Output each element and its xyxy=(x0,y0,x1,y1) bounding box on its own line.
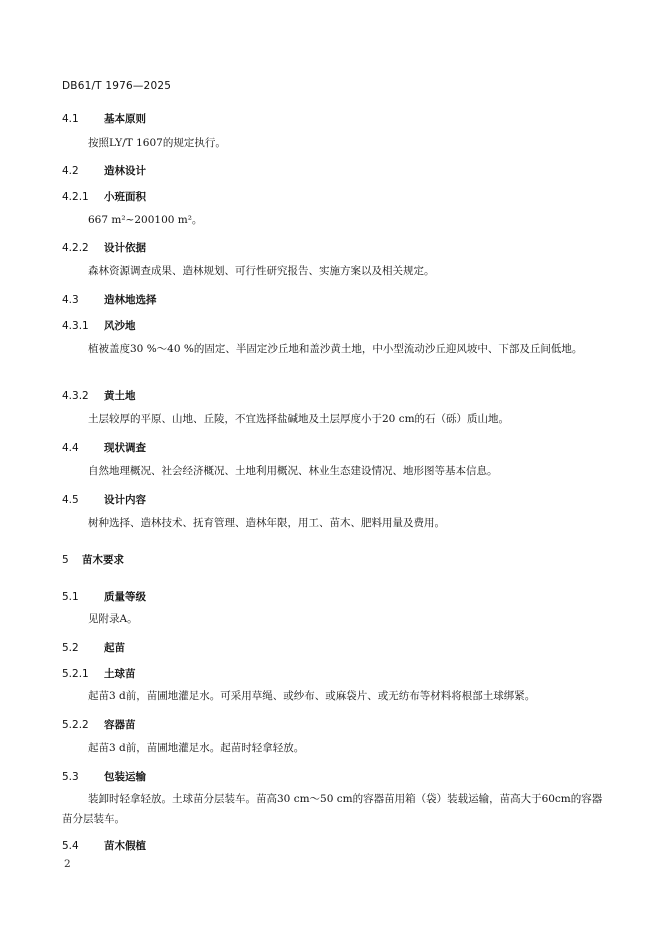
paragraph: 起苗3 d前，苗圃地灌足水。起苗时轻拿轻放。 xyxy=(88,742,305,754)
section-heading xyxy=(62,492,146,507)
section-title: 小班面积 xyxy=(104,191,146,203)
section-number: 4.1 xyxy=(62,113,79,125)
paragraph: 植被盖度30 %～40 %的固定、半固定沙丘地和盖沙黄土地，中小型流动沙丘迎风坡中、下部及丘间低地。 xyxy=(88,343,583,355)
paragraph: 667 m²~200100 m²。 xyxy=(88,214,203,226)
paragraph: 见附录A。 xyxy=(88,613,138,625)
section-title: 包装运输 xyxy=(104,771,146,783)
section-number: 5.2.2 xyxy=(62,719,89,731)
section-heading xyxy=(62,717,136,732)
section-heading xyxy=(62,240,146,255)
section-title: 现状调查 xyxy=(104,442,146,454)
section-heading xyxy=(62,292,157,307)
section-heading xyxy=(62,318,136,333)
chapter-title: 苗木要求 xyxy=(82,554,124,566)
section-title: 造林设计 xyxy=(104,165,146,177)
section-title: 质量等级 xyxy=(104,591,146,603)
paragraph: 起苗3 d前，苗圃地灌足水。可采用草绳、或纱布、或麻袋片、或无纺布等材料将根部土球绑紧。 xyxy=(88,690,536,702)
section-heading xyxy=(62,163,146,178)
section-number: 5.2.1 xyxy=(62,668,89,680)
section-title: 风沙地 xyxy=(104,320,136,332)
section-title: 造林地选择 xyxy=(104,294,157,306)
paragraph: 装卸时轻拿轻放。土球苗分层装车。苗高30 cm～50 cm的容器苗用箱（袋）装载运输，苗高大于60cm的容器苗分层装车。 xyxy=(62,793,603,825)
section-title: 设计依据 xyxy=(104,242,146,254)
section-title: 设计内容 xyxy=(104,494,146,506)
paragraph: 树种选择、造林技术、抚育管理、造林年限，用工、苗木、肥料用量及费用。 xyxy=(88,517,445,529)
section-heading xyxy=(62,111,146,126)
section-title: 苗木假植 xyxy=(104,840,146,852)
document-code: DB61/T 1976—2025 xyxy=(62,80,172,92)
section-heading xyxy=(62,640,125,655)
section-number: 4.3.2 xyxy=(62,390,89,402)
section-number: 5.3 xyxy=(62,771,79,783)
section-number: 5.2 xyxy=(62,642,79,654)
section-heading xyxy=(62,589,146,604)
chapter-heading xyxy=(62,552,124,567)
section-number: 4.2 xyxy=(62,165,79,177)
section-heading xyxy=(62,189,146,204)
section-number: 4.2.2 xyxy=(62,242,89,254)
section-heading xyxy=(62,388,136,403)
section-title: 黄土地 xyxy=(104,390,136,402)
section-number: 4.5 xyxy=(62,494,79,506)
paragraph: 按照LY/T 1607的规定执行。 xyxy=(88,137,226,149)
section-heading xyxy=(62,838,146,853)
paragraph: 土层较厚的平原、山地、丘陵，不宜选择盐碱地及土层厚度小于20 cm的石（砾）质山地。 xyxy=(88,413,510,425)
section-number: 4.4 xyxy=(62,442,79,454)
section-title: 起苗 xyxy=(104,642,125,654)
section-heading xyxy=(62,440,146,455)
section-title: 土球苗 xyxy=(104,668,136,680)
section-number: 5.4 xyxy=(62,840,79,852)
paragraph: 自然地理概况、社会经济概况、土地利用概况、林业生态建设情况、地形图等基本信息。 xyxy=(88,465,498,477)
section-number: 4.3 xyxy=(62,294,79,306)
section-heading xyxy=(62,769,146,784)
paragraph: 森林资源调查成果、造林规划、可行性研究报告、实施方案以及相关规定。 xyxy=(88,265,435,277)
section-title: 基本原则 xyxy=(104,113,146,125)
section-number: 5.1 xyxy=(62,591,79,603)
section-heading xyxy=(62,666,136,681)
section-number: 4.2.1 xyxy=(62,191,89,203)
chapter-number: 5 xyxy=(62,554,69,566)
page-number: 2 xyxy=(64,858,71,870)
section-number: 4.3.1 xyxy=(62,320,89,332)
section-title: 容器苗 xyxy=(104,719,136,731)
